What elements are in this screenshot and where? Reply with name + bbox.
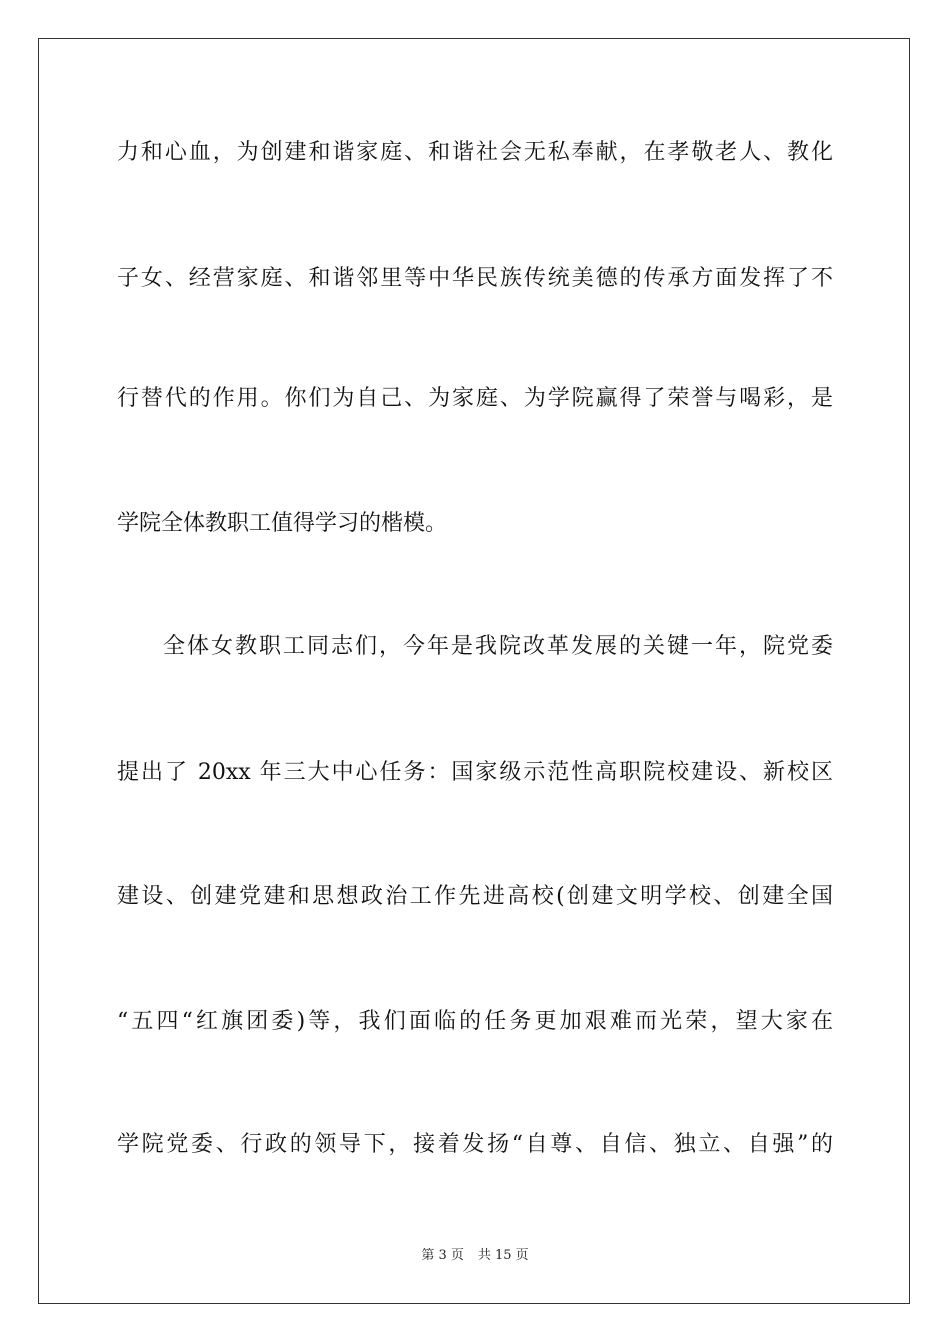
text-line: 力和心血，为创建和谐家庭、和谐社会无私奉献，在孝敬老人、教化 — [117, 140, 833, 165]
text-line: “五四“红旗团委)等，我们面临的任务更加艰难而光荣，望大家在 — [117, 1009, 833, 1034]
text-line: 提出了 20xx 年三大中心任务：国家级示范性高职院校建设、新校区 — [117, 760, 833, 785]
page-frame — [38, 38, 910, 1304]
paragraph-start-line: 全体女教职工同志们，今年是我院改革发展的关键一年，院党委 — [163, 634, 833, 659]
page-footer — [0, 1247, 950, 1265]
text-line: 子女、经营家庭、和谐邻里等中华民族传统美德的传承方面发挥了不 — [117, 266, 833, 291]
page-number-current: 第 3 页 — [421, 1248, 464, 1263]
text-line: 学院全体教职工值得学习的楷模。 — [117, 511, 448, 536]
text-line: 学院党委、行政的领导下，接着发扬“自尊、自信、独立、自强”的 — [117, 1132, 833, 1157]
page-number-total: 共 15 页 — [477, 1248, 529, 1263]
text-line: 行替代的作用。你们为自己、为家庭、为学院赢得了荣誉与喝彩，是 — [117, 386, 833, 411]
text-line: 建设、创建党建和思想政治工作先进高校(创建文明学校、创建全国 — [117, 884, 833, 909]
